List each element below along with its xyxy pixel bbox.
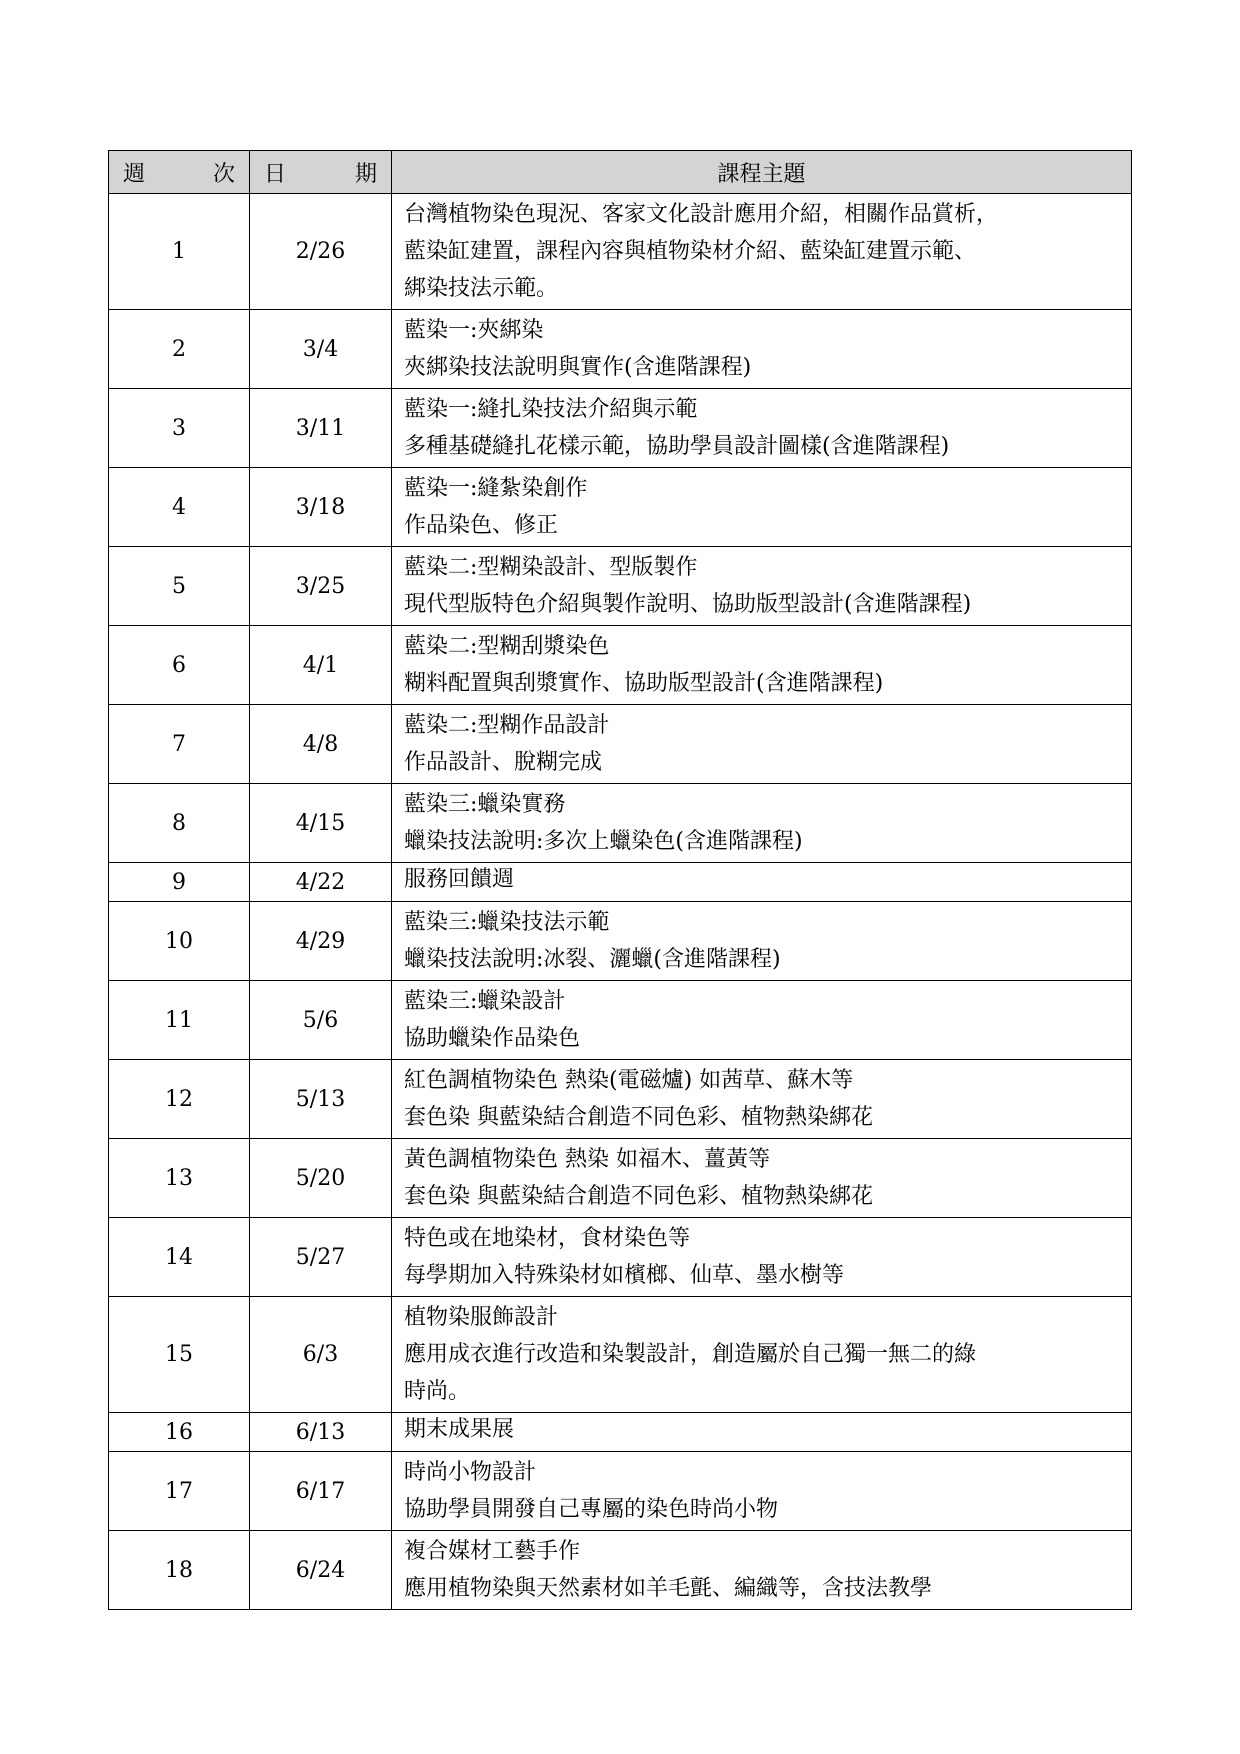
topic-title: 藍染三:蠟染技法示範 <box>404 910 610 935</box>
topic-title: 黃色調植物染色 熱染 如福木、薑黃等 <box>404 1147 770 1172</box>
week-cell: 2 <box>109 310 250 389</box>
topic-title: 特色或在地染材，食材染色等 <box>404 1226 691 1251</box>
topic-cell <box>392 784 1132 863</box>
topic-cell <box>392 468 1132 547</box>
topic-cell <box>392 389 1132 468</box>
week-cell: 17 <box>109 1452 250 1531</box>
week-cell: 9 <box>109 863 250 902</box>
date-cell: 5/6 <box>250 981 392 1060</box>
course-schedule-table <box>108 150 1132 1610</box>
topic-detail: 藍染缸建置，課程內容與植物染材介紹、藍染缸建置示範、 <box>404 239 977 264</box>
topic-detail: 綁染技法示範。 <box>404 276 559 301</box>
week-cell: 1 <box>109 194 250 310</box>
table-row <box>109 1297 1132 1413</box>
topic-title: 植物染服飾設計 <box>404 1305 559 1330</box>
table-row <box>109 1139 1132 1218</box>
topic-cell <box>392 547 1132 626</box>
week-cell: 6 <box>109 626 250 705</box>
topic-cell <box>392 310 1132 389</box>
topic-title: 期末成果展 <box>404 1417 515 1442</box>
table-body <box>109 194 1132 1610</box>
topic-title: 藍染二:型糊染設計、型版製作 <box>404 555 698 580</box>
table-row <box>109 1413 1132 1452</box>
week-cell: 15 <box>109 1297 250 1413</box>
table-row <box>109 981 1132 1060</box>
topic-title: 複合媒材工藝手作 <box>404 1539 581 1564</box>
date-cell: 6/13 <box>250 1413 392 1452</box>
topic-cell <box>392 1060 1132 1139</box>
topic-cell <box>392 902 1132 981</box>
topic-cell <box>392 981 1132 1060</box>
table-row <box>109 705 1132 784</box>
topic-cell <box>392 1218 1132 1297</box>
topic-detail: 每學期加入特殊染材如檳榔、仙草、墨水樹等 <box>404 1263 845 1288</box>
header-week: 週次 <box>109 151 250 194</box>
topic-title: 台灣植物染色現況、客家文化設計應用介紹，相關作品賞析， <box>404 202 999 227</box>
topic-detail: 夾綁染技法說明與實作(含進階課程) <box>404 355 752 380</box>
topic-detail: 套色染 與藍染結合創造不同色彩、植物熱染綁花 <box>404 1105 873 1130</box>
topic-detail: 蠟染技法說明:多次上蠟染色(含進階課程) <box>404 829 803 854</box>
date-cell: 4/22 <box>250 863 392 902</box>
table-row <box>109 1531 1132 1610</box>
topic-cell <box>392 705 1132 784</box>
table-row <box>109 902 1132 981</box>
topic-detail: 糊料配置與刮漿實作、協助版型設計(含進階課程) <box>404 671 884 696</box>
topic-title: 紅色調植物染色 熱染(電磁爐) 如茜草、蘇木等 <box>404 1068 854 1093</box>
topic-cell <box>392 863 1132 902</box>
topic-title: 時尚小物設計 <box>404 1460 537 1485</box>
table-row <box>109 389 1132 468</box>
table-header-row <box>109 151 1132 194</box>
date-cell: 5/20 <box>250 1139 392 1218</box>
date-cell: 5/27 <box>250 1218 392 1297</box>
week-cell: 12 <box>109 1060 250 1139</box>
week-cell: 10 <box>109 902 250 981</box>
table-row <box>109 1218 1132 1297</box>
topic-detail: 蠟染技法說明:冰裂、灑蠟(含進階課程) <box>404 947 781 972</box>
topic-cell <box>392 1452 1132 1531</box>
topic-title: 藍染一:縫扎染技法介紹與示範 <box>404 397 698 422</box>
table-row <box>109 310 1132 389</box>
topic-detail: 多種基礎縫扎花樣示範，協助學員設計圖樣(含進階課程) <box>404 434 950 459</box>
topic-detail: 作品設計、脫糊完成 <box>404 750 603 775</box>
topic-detail: 協助蠟染作品染色 <box>404 1026 581 1051</box>
date-cell: 3/25 <box>250 547 392 626</box>
date-cell: 5/13 <box>250 1060 392 1139</box>
topic-detail: 時尚。 <box>404 1379 471 1404</box>
date-cell: 6/17 <box>250 1452 392 1531</box>
topic-detail: 現代型版特色介紹與製作說明、協助版型設計(含進階課程) <box>404 592 972 617</box>
topic-cell <box>392 626 1132 705</box>
week-cell: 7 <box>109 705 250 784</box>
table-row <box>109 1452 1132 1531</box>
week-cell: 5 <box>109 547 250 626</box>
date-cell: 4/29 <box>250 902 392 981</box>
date-cell: 6/24 <box>250 1531 392 1610</box>
table-row <box>109 194 1132 310</box>
week-cell: 4 <box>109 468 250 547</box>
topic-detail: 應用植物染與天然素材如羊毛氈、編織等，含技法教學 <box>404 1576 933 1601</box>
topic-detail: 套色染 與藍染結合創造不同色彩、植物熱染綁花 <box>404 1184 873 1209</box>
topic-title: 藍染二:型糊作品設計 <box>404 713 610 738</box>
topic-detail: 協助學員開發自己專屬的染色時尚小物 <box>404 1497 779 1522</box>
table-row <box>109 547 1132 626</box>
header-topic: 課程主題 <box>392 151 1132 194</box>
table-row <box>109 626 1132 705</box>
topic-title: 藍染三:蠟染實務 <box>404 792 566 817</box>
topic-title: 服務回饋週 <box>404 867 515 892</box>
date-cell: 3/18 <box>250 468 392 547</box>
table-row <box>109 863 1132 902</box>
topic-title: 藍染二:型糊刮漿染色 <box>404 634 610 659</box>
week-cell: 11 <box>109 981 250 1060</box>
date-cell: 2/26 <box>250 194 392 310</box>
table-row <box>109 1060 1132 1139</box>
topic-detail: 應用成衣進行改造和染製設計，創造屬於自己獨一無二的綠 <box>404 1342 977 1367</box>
date-cell: 3/4 <box>250 310 392 389</box>
week-cell: 8 <box>109 784 250 863</box>
header-date: 日期 <box>250 151 392 194</box>
topic-title: 藍染一:縫紮染創作 <box>404 476 588 501</box>
date-cell: 4/1 <box>250 626 392 705</box>
topic-cell <box>392 1531 1132 1610</box>
week-cell: 3 <box>109 389 250 468</box>
date-cell: 3/11 <box>250 389 392 468</box>
date-cell: 4/15 <box>250 784 392 863</box>
topic-cell <box>392 1413 1132 1452</box>
table-row <box>109 468 1132 547</box>
date-cell: 4/8 <box>250 705 392 784</box>
week-cell: 18 <box>109 1531 250 1610</box>
topic-cell <box>392 194 1132 310</box>
week-cell: 16 <box>109 1413 250 1452</box>
topic-title: 藍染三:蠟染設計 <box>404 989 566 1014</box>
topic-cell <box>392 1139 1132 1218</box>
topic-cell <box>392 1297 1132 1413</box>
topic-title: 藍染一:夾綁染 <box>404 318 544 343</box>
table-row <box>109 784 1132 863</box>
week-cell: 14 <box>109 1218 250 1297</box>
date-cell: 6/3 <box>250 1297 392 1413</box>
week-cell: 13 <box>109 1139 250 1218</box>
topic-detail: 作品染色、修正 <box>404 513 559 538</box>
